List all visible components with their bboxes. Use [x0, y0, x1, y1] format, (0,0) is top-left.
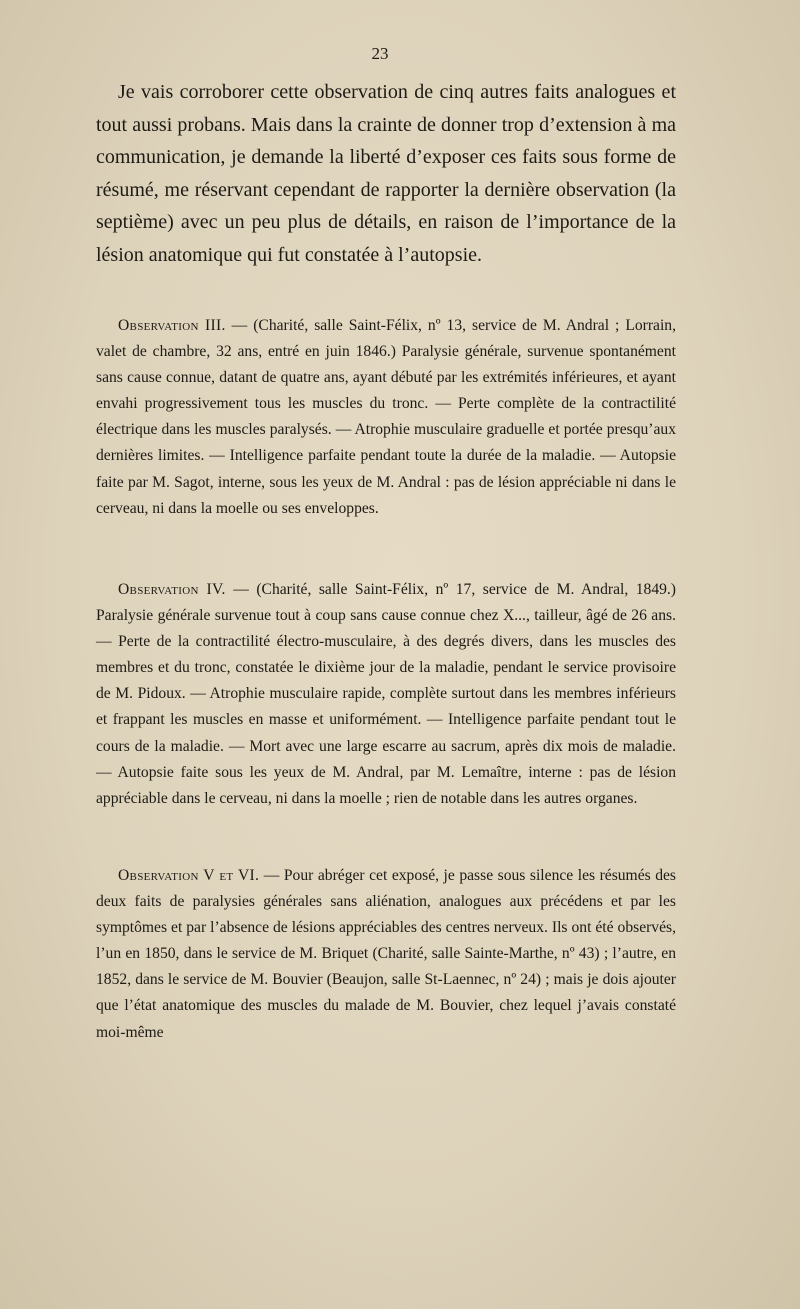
observation-paragraph	[96, 577, 676, 812]
observation-3	[96, 313, 676, 522]
observation-text: — Pour abréger cet exposé, je passe sous silence les résumés des deux faits de paralysies générales sans aliénation, analogues aux précédens et par les symptômes et par l’absence de lésions appréciables des centres nerveux. Ils ont été observés, l’un en 1850, dans le service de M. Briquet (Charité, salle Sainte-Marthe, nº 43) ; l’autre, en 1852, dans le service de M. Bouvier (Beaujon, salle St-Laennec, nº 24) ; mais je dois ajouter que l’état anatomique des muscles du malade de M. Bouvier, chez lequel j’avais constaté moi-même	[96, 867, 676, 1041]
observation-text: — (Charité, salle Saint-Félix, nº 17, service de M. Andral, 1849.) Paralysie générale survenue tout à coup sans cause connue chez X..., tailleur, âgé de 26 ans. — Perte de la contractilité électro-musculaire, à des degrés divers, dans les muscles des membres et du tronc, constatée le dixième jour de la maladie, pendant le service provisoire de M. Pidoux. — Atrophie musculaire rapide, complète surtout dans les membres inférieurs et frappant les muscles en masse et uniformément. — Intelligence parfaite pendant tout le cours de la maladie. — Mort avec une large escarre au sacrum, après dix mois de maladie. — Autopsie faite sous les yeux de M. Andral, par M. Lemaître, interne : pas de lésion appréciable dans le cerveau, ni dans la moelle ; rien de notable dans les autres organes.	[96, 581, 677, 807]
page-number: 23	[371, 44, 389, 63]
observation-text: — (Charité, salle Saint-Félix, nº 13, service de M. Andral ; Lorrain, valet de chambre, 32 ans, entré en juin 1846.) Paralysie générale, survenue spontanément sans cause connue, datant de quatre ans, ayant débuté par les extrémités inférieures, et ayant envahi progressivement tous les muscles du tronc. — Perte complète de la contractilité électrique dans les muscles paralysés. — Atrophie musculaire graduelle et portée presqu’aux dernières limites. — Intelligence parfaite pendant toute la durée de la maladie. — Autopsie faite par M. Sagot, interne, sous les yeux de M. Andral : pas de lésion appréciable ni dans le cerveau, ni dans la moelle ou ses enveloppes.	[96, 317, 676, 517]
intro-paragraph: Je vais corroborer cette observation de cinq autres faits analogues et tout aussi probans. Mais dans la crainte de donner trop d’extension à ma communication, je demande la liberté d’exposer ces faits sous forme de résumé, me réservant cependant de rapporter la dernière observation (la septième) avec un peu plus de détails, en raison de l’importance de la lésion anatomique qui fut constatée à l’autopsie.	[96, 81, 676, 266]
observation-heading: Observation IV.	[118, 581, 226, 598]
observation-heading: Observation III.	[118, 317, 226, 334]
observation-4	[96, 577, 676, 812]
observation-paragraph	[96, 313, 676, 522]
observation-heading: Observation V et VI.	[118, 867, 260, 884]
observation-paragraph	[96, 863, 676, 1046]
intro-paragraph-block	[96, 76, 676, 271]
observation-5-6	[96, 863, 676, 1046]
